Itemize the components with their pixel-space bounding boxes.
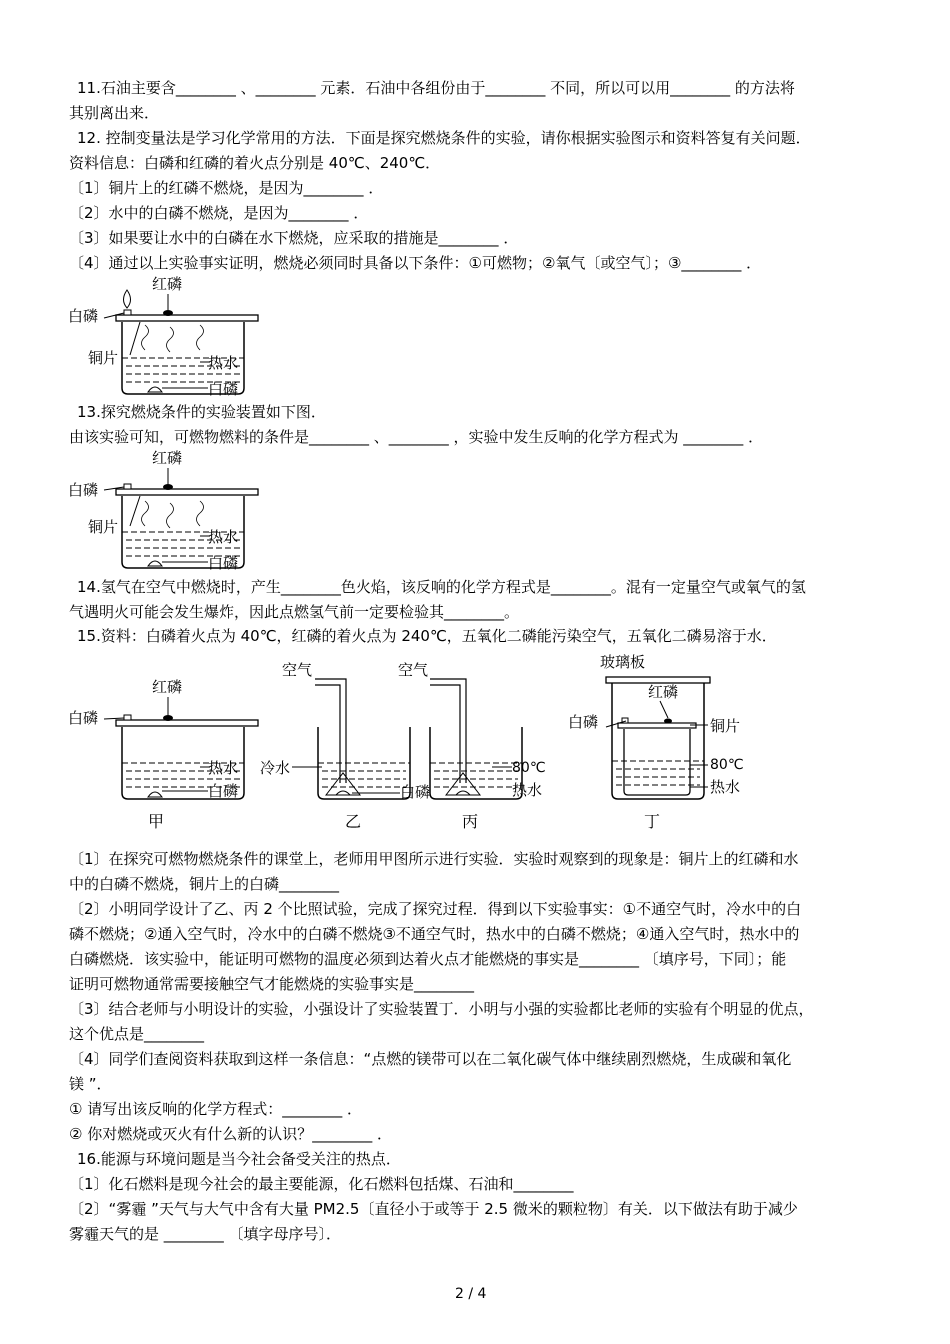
- q12-label-white: 白磷: [68, 307, 99, 325]
- q15-line5: 磷不燃烧；②通入空气时，冷水中的白磷不燃烧③不通空气时，热水中的白磷不燃烧；④通入空气时，热水中的: [69, 925, 800, 943]
- ding-label-hotwater: 热水: [710, 778, 741, 796]
- bing-label-air: 空气: [398, 661, 429, 679]
- q13-line1: 13.探究燃烧条件的实验装置如下图．: [77, 403, 326, 421]
- jia-label-red: 红磷: [152, 678, 183, 696]
- q12-label-red: 红磷: [152, 275, 183, 293]
- q12-line6: 〔4〕通过以上实验事实证明，燃烧必须同时具备以下条件：①可燃物；②氧气〔或空气〕；③________ ．: [69, 254, 762, 272]
- ding-label-80: 80℃: [710, 757, 744, 773]
- q13-figure: [60, 446, 260, 574]
- q15-line1: 15.资料：白磷着火点为 40℃，红磷的着火点为 240℃，五氧化二磷能污染空气，五氧化二磷易溶于水．: [77, 627, 777, 645]
- q12-label-copper: 铜片: [88, 349, 119, 367]
- q11-line2: 其别离出来．: [69, 104, 160, 122]
- q15-line7: 证明可燃物通常需要接触空气才能燃烧的实验事实是________: [69, 975, 475, 993]
- bing-label-80: 80℃: [512, 760, 546, 776]
- ding-label-red: 红磷: [648, 683, 679, 701]
- q15-line2: 〔1〕在探究可燃物燃烧条件的课堂上，老师用甲图所示进行实验．实验时观察到的现象是：铜片上的红磷和水: [69, 850, 799, 868]
- q15-line10: 〔4〕同学们查阅资料获取到这样一条信息：“点燃的镁带可以在二氧化碳气体中继续剧烈燃烧，生成碳和氧化: [69, 1050, 792, 1068]
- q12-label-white2: 白磷: [208, 380, 239, 398]
- q13-label-red: 红磷: [152, 449, 183, 467]
- yi-label-white: 白磷: [400, 783, 431, 801]
- caption-ding: 丁: [644, 812, 661, 831]
- caption-jia: 甲: [148, 812, 165, 831]
- q14-line1: 14.氢气在空气中燃烧时，产生________色火焰，该反响的化学方程式是________。混有一定量空气或氧气的氢: [77, 578, 806, 596]
- jia-label-hotwater: 热水: [208, 759, 239, 777]
- q15-line9: 这个优点是________: [69, 1025, 205, 1043]
- jia-label-white: 白磷: [68, 709, 99, 727]
- q15-line12: ① 请写出该反响的化学方程式：________ ．: [69, 1100, 362, 1118]
- q12-line1: 12. 控制变量法是学习化学常用的方法．下面是探究燃烧条件的实验，请你根据实验图示和资料答复有关问题．: [77, 129, 811, 147]
- q16-line2: 〔1〕化石燃料是现今社会的最主要能源，化石燃料包括煤、石油和________: [69, 1175, 574, 1193]
- q15-line4: 〔2〕小明同学设计了乙、丙 2 个比照试验，完成了探究过程．得到以下实验事实：①不通空气时，冷水中的白: [69, 900, 802, 918]
- q12-line2: 资料信息：白磷和红磷的着火点分别是 40℃、240℃．: [69, 154, 441, 172]
- q15-line11: 镁 ”．: [69, 1075, 112, 1093]
- caption-yi: 乙: [345, 812, 362, 831]
- q16-line4: 雾霾天气的是 ________ 〔填字母序号〕．: [69, 1225, 342, 1243]
- q15-line3: 中的白磷不燃烧，铜片上的白磷________: [69, 875, 340, 893]
- q16-line1: 16.能源与环境问题是当今社会备受关注的热点．: [77, 1150, 401, 1168]
- q12-line3: 〔1〕铜片上的红磷不燃烧，是因为________ ．: [69, 179, 384, 197]
- yi-label-coldwater: 冷水: [260, 759, 291, 777]
- q12-line5: 〔3〕如果要让水中的白磷在水下燃烧，应采取的措施是________ ．: [69, 229, 519, 247]
- bing-label-hotwater: 热水: [512, 781, 543, 799]
- q13-label-hotwater: 热水: [208, 528, 239, 546]
- yi-label-air: 空气: [282, 661, 313, 679]
- jia-label-white2: 白磷: [208, 782, 239, 800]
- ding-label-white: 白磷: [568, 713, 599, 731]
- q16-line3: 〔2〕“雾霾 ”天气与大气中含有大量 PM2.5〔直径小于或等于 2.5 微米的颗粒物〕有关．以下做法有助于减少: [69, 1200, 798, 1218]
- q13-label-white2: 白磷: [208, 554, 239, 572]
- q12-figure: [60, 270, 260, 400]
- page-number: 2 / 4: [455, 1286, 487, 1302]
- q15-line8: 〔3〕结合老师与小明设计的实验，小强设计了实验装置丁．小明与小强的实验都比老师的实验有个明显的优点，: [69, 1000, 814, 1018]
- q13-label-white: 白磷: [68, 481, 99, 499]
- q15-figure: [60, 645, 780, 840]
- q13-label-copper: 铜片: [88, 518, 119, 536]
- q14-line2: 气遇明火可能会发生爆炸，因此点燃氢气前一定要检验其________。: [69, 603, 520, 621]
- q11-line1: 11.石油主要含________ 、________ 元素．石油中各组份由于________ 不同，所以可以用________ 的方法将: [77, 79, 795, 97]
- q15-line6: 白磷燃烧．该实验中，能证明可燃物的温度必须到达着火点才能燃烧的事实是________ 〔填序号，下同〕；能: [69, 950, 787, 968]
- q15-line13: ② 你对燃烧或灭火有什么新的认识？________ ．: [69, 1125, 392, 1143]
- q13-line2: 由该实验可知，可燃物燃料的条件是________ 、________ ，实验中发生反响的化学方程式为 ________ ．: [69, 428, 764, 446]
- caption-bing: 丙: [462, 812, 479, 831]
- q12-label-hotwater: 热水: [208, 354, 239, 372]
- ding-label-glass: 玻璃板: [600, 653, 646, 671]
- ding-label-copper: 铜片: [710, 717, 741, 735]
- q12-line4: 〔2〕水中的白磷不燃烧，是因为________ ．: [69, 204, 369, 222]
